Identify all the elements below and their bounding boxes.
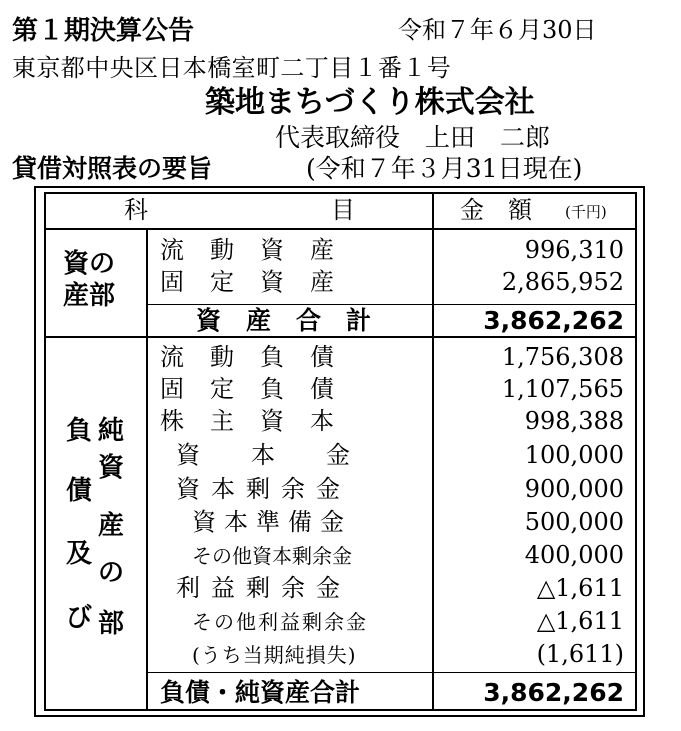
liab-row-label: 固 定 負 債 [160, 375, 335, 403]
company-name: 築地まちづくり株式会社 [205, 85, 535, 120]
col-amount: 金 額 [460, 196, 532, 224]
liab-label-char: 債 [66, 476, 93, 506]
assets-section-label-1: 資の [63, 249, 116, 279]
liab-total-value: 3,862,262 [483, 678, 624, 707]
company-address: 東京都中央区日本橋室町二丁目１番１号 [12, 54, 452, 82]
representative: 代表取締役 上田 二郎 [275, 123, 551, 152]
notice-date: 令和７年６月30日 [398, 16, 597, 44]
liab-row-value: 1,756,308 [501, 343, 624, 371]
liab-row-value: 100,000 [524, 441, 624, 469]
liab-total-label: 負債・純資産合計 [160, 678, 361, 707]
liab-row-label: 資本準備金 [192, 508, 352, 536]
liab-row-label: 資 本 金 [176, 441, 351, 469]
liab-label-char: 資 [98, 453, 125, 483]
liab-row-value: △1,611 [536, 607, 624, 635]
liab-row-label: 株 主 資 本 [160, 407, 335, 435]
statement-title: 貸借対照表の要旨 [12, 154, 213, 183]
liab-row-value: 900,000 [524, 475, 624, 503]
liab-total-divider [146, 672, 637, 673]
asset-row-value: 996,310 [524, 236, 624, 264]
assets-total-value: 3,862,262 [483, 306, 624, 335]
section-divider [44, 336, 637, 338]
header-divider [44, 228, 637, 230]
asset-row-label: 流 動 資 産 [160, 236, 335, 264]
asset-row-value: 2,865,952 [501, 268, 624, 296]
liab-row-value: 998,388 [524, 407, 624, 435]
liab-row-value: 400,000 [524, 541, 624, 569]
liab-label-char: 負 [66, 416, 93, 446]
liab-label-char: 及 [66, 539, 93, 569]
liab-row-label: その他利益剰余金 [192, 610, 368, 634]
col-subject-1: 科 [124, 196, 148, 224]
assets-total-label: 資 産 合 計 [196, 306, 372, 335]
assets-total-divider [146, 304, 637, 305]
liab-row-value: (1,611) [536, 640, 624, 668]
liab-label-char: 部 [98, 609, 125, 639]
liab-row-label: 資本剰余金 [176, 475, 351, 503]
liab-row-label: (うち当期純損失) [192, 643, 357, 667]
liab-row-label: その他資本剰余金 [192, 544, 352, 568]
liab-row-label: 利益剰余金 [176, 574, 351, 602]
liab-row-label: 流 動 負 債 [160, 343, 335, 371]
col-subject-2: 目 [331, 196, 355, 224]
liab-row-value: 500,000 [524, 508, 624, 536]
label-column-divider [146, 228, 148, 711]
liab-row-value: △1,611 [536, 574, 624, 602]
statement-date: (令和７年３月31日現在) [306, 154, 583, 183]
amount-column-divider [432, 192, 434, 711]
liab-row-value: 1,107,565 [501, 375, 624, 403]
col-unit: (千円) [565, 203, 607, 221]
liab-label-char: の [98, 558, 125, 588]
liab-label-char: 産 [98, 511, 125, 541]
assets-section-label-2: 産部 [63, 281, 116, 311]
asset-row-label: 固 定 資 産 [160, 268, 335, 296]
liab-label-char: 純 [98, 416, 125, 446]
notice-title: 第１期決算公告 [12, 16, 195, 46]
liab-label-char: び [66, 603, 93, 633]
